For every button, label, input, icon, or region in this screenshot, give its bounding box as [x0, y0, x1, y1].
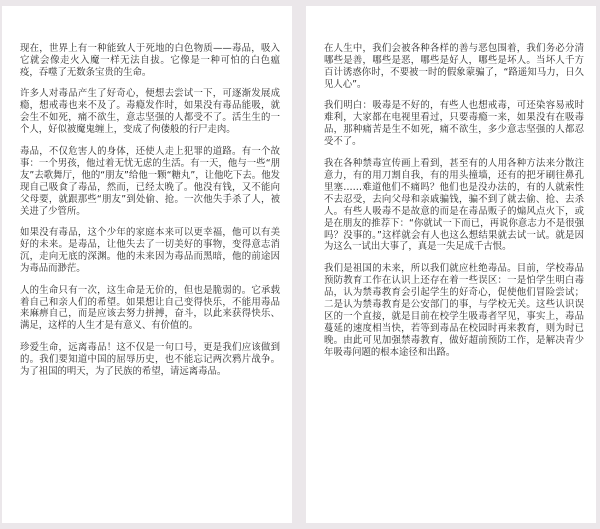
paragraph: 在人生中，我们会被各种各样的善与恶包围着，我们务必分清哪些是善，哪些是恶，哪些是好人，哪些是坏人。当坏人千方百计诱惑你时，不要被一时的假象蒙骗了，“路遥知马力，日久见人心”。 — [324, 43, 584, 90]
paragraph: 我们明白：吸毒是不好的，有些人也想戒毒，可还染容易戒时难利，大家都在电视里看过，只要毒瘾一来，如果没有在吸毒品，那种痛苦是生不如死，痛不欲生，多少意志坚强的人都忍受不了。 — [324, 100, 584, 148]
paragraph: 毒品，不仅危害人的身体，还使人走上犯罪的道路。有一个故事：一个男孩，他过着无忧无虑的生活。有一天，他与一些“朋友”去歌舞厅，他的“朋友”给他一颗“糖丸”，让他吃下去。他发现自己吸食了毒品，然而，已经太晚了。他没有钱，又不能向父母要，就跟那些“朋友”到处偷、抢。一次他失手杀了人，被关进了少管所。 — [20, 145, 280, 217]
paragraph: 珍爱生命，远离毒品！这不仅是一句口号，更是我们应该做到的。我们要知道中国的屈辱历史，也不能忘记两次鸦片战争。为了祖国的明天，为了民族的希望，请远离毒品。 — [20, 341, 280, 377]
paragraph: 许多人对毒品产生了好奇心，便想去尝试一下，可逐渐发展成瘾，想戒毒也来不及了。毒瘾发作时，如果没有毒品能吸，就会生不如死，痛不欲生，意志坚强的人都受不了。活生生的一个人，好似被魔鬼缠上，变成了佝偻般的行尸走肉。 — [20, 88, 280, 136]
paragraph: 现在，世界上有一种能致人于死地的白色物质——毒品，吸入它就会像走火入魔一样无法自拔。它像是一种可怕的白色瘟疫，吞噬了无数条宝贵的生命。 — [20, 43, 280, 78]
left-page — [2, 6, 292, 523]
paragraph: 我们是祖国的未来，所以我们就应杜绝毒品。目前，学校毒品预防教育工作在认识上还存在着一些误区：一是怕学生明白毒品，认为禁毒教育会引起学生的好奇心，促使他们冒险尝试；二是认为禁毒教育是公安部门的事，与学校无关。这些认识误区的一个直接，就是目前在校学生吸毒者罕见，事实上，毒品蔓延的速度相当快，若等到毒品在校园时再来教育，则为时已晚。由此可见加强禁毒教育，做好超前预防工作，是解决青少年吸毒问题的根本途径和出路。 — [324, 263, 584, 358]
paragraph: 我在各种禁毒宣传画上看到，甚至有的人用各种方法来分散注意力，有的用刀割自我，有的用头撞墙，还有的把牙刷往鼻孔里塞……难道他们不痛吗？他们也是没办法的，有的人就索性不去忍受，去向父母和亲戚骗钱，骗不到了就去偷、抢、去杀人。有些人吸毒不是故意的而是在毒品贩子的煽风点火下，或是在朋友的推荐下：“你就试一下而已，再说你意志力不是很强吗？没事的。”这样就会有人也这么想结果就去试一试。就是因为这么一试出大事了，真是一失足成千古恨。 — [324, 157, 584, 253]
paragraph: 人的生命只有一次，这生命是无价的，但也是脆弱的。它承载着自己和亲人们的希望。如果想让自己变得快乐，不能用毒品来麻痹自己，而是应该去努力拼搏，奋斗，以此来获得快乐、满足，这样的人生才是有意义、有价值的。 — [20, 284, 280, 332]
paragraph: 如果没有毒品，这个少年的家庭本来可以更幸福，他可以有美好的未来。是毒品，让他失去了一切美好的事物，变得意志消沉，走向无底的深渊。他的未来因为毒品而黑暗，他的前途因为毒品而渺茫。 — [20, 227, 280, 275]
right-page — [306, 6, 596, 523]
